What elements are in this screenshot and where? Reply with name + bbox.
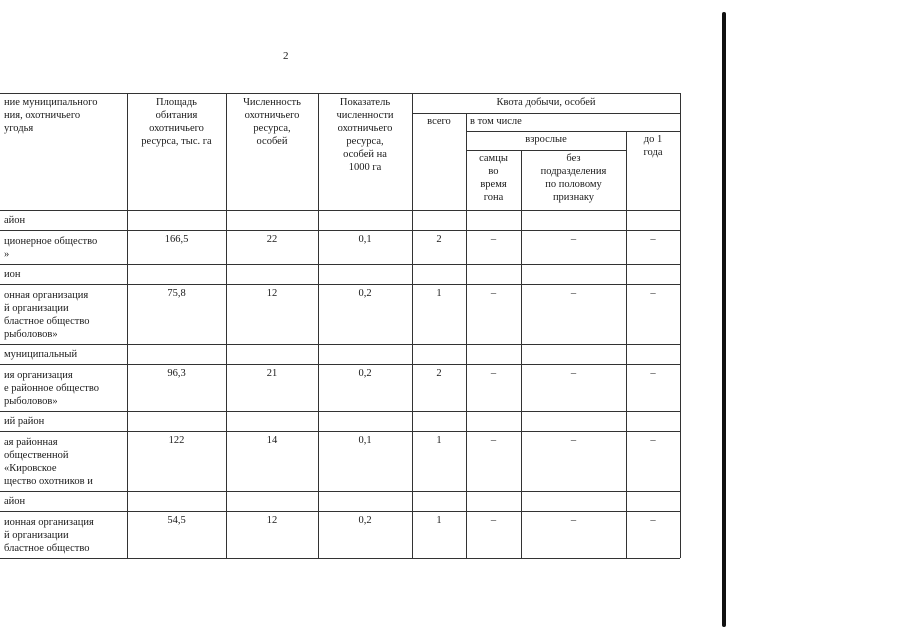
- column-divider: [521, 230, 522, 264]
- organization-name-cell: й организации: [4, 303, 69, 314]
- cell-undivided: –: [570, 288, 577, 299]
- column-divider: [680, 431, 681, 491]
- section-row-label: ион: [4, 269, 21, 280]
- column-divider: [466, 431, 467, 491]
- cell-under1: –: [650, 435, 656, 446]
- organization-name-cell: онная организация: [4, 290, 89, 301]
- organization-name-cell: е районное общество: [4, 383, 99, 394]
- column-divider: [127, 284, 128, 344]
- section-row-label: муниципальный: [4, 349, 78, 360]
- column-divider: [680, 364, 681, 411]
- column-divider: [412, 431, 413, 491]
- header-count-label: особей: [256, 136, 288, 147]
- column-divider: [318, 210, 319, 230]
- cell-count: 14: [266, 435, 278, 446]
- column-divider: [680, 210, 681, 230]
- column-divider: [626, 284, 627, 344]
- header-column-divider: [318, 93, 319, 210]
- header-males-label: самцы: [479, 153, 508, 164]
- header-undivided-label: по половому: [545, 179, 602, 190]
- cell-index: 0,2: [358, 288, 372, 299]
- header-column-divider: [466, 113, 467, 210]
- organization-name-cell: ционерное общество: [4, 236, 98, 247]
- column-divider: [680, 284, 681, 344]
- column-divider: [226, 284, 227, 344]
- organization-name-cell: ая районная: [4, 437, 58, 448]
- column-divider: [127, 411, 128, 431]
- row-border: [0, 558, 680, 559]
- header-index-label: охотничьего: [337, 123, 393, 134]
- column-divider: [521, 411, 522, 431]
- column-divider: [680, 491, 681, 511]
- section-row-label: айон: [4, 215, 26, 226]
- column-divider: [318, 511, 319, 558]
- column-divider: [521, 264, 522, 284]
- column-divider: [680, 264, 681, 284]
- cell-count: 12: [266, 288, 278, 299]
- column-divider: [226, 264, 227, 284]
- header-quota-label: Квота добычи, особей: [496, 97, 596, 108]
- column-divider: [127, 264, 128, 284]
- cell-males: –: [490, 368, 497, 379]
- column-divider: [680, 230, 681, 264]
- column-divider: [466, 210, 467, 230]
- section-row-label: айон: [4, 496, 26, 507]
- cell-count: 22: [266, 234, 278, 245]
- column-divider: [127, 431, 128, 491]
- section-row-label: ий район: [4, 416, 45, 427]
- header-index-label: особей на: [343, 149, 387, 160]
- header-index-label: Показатель: [339, 97, 391, 108]
- column-divider: [226, 431, 227, 491]
- column-divider: [626, 511, 627, 558]
- column-divider: [521, 364, 522, 411]
- row-border: [0, 284, 680, 285]
- column-divider: [466, 511, 467, 558]
- column-divider: [318, 431, 319, 491]
- row-border: [0, 264, 680, 265]
- row-border: [0, 344, 680, 345]
- column-divider: [626, 230, 627, 264]
- header-column-divider: [521, 150, 522, 210]
- column-divider: [521, 210, 522, 230]
- column-divider: [626, 431, 627, 491]
- column-divider: [412, 364, 413, 411]
- cell-index: 0,1: [358, 435, 372, 446]
- cell-index: 0,2: [358, 515, 372, 526]
- header-divider: [466, 131, 680, 132]
- header-divider: [412, 113, 680, 114]
- header-index-label: 1000 га: [348, 162, 382, 173]
- column-divider: [318, 411, 319, 431]
- cell-males: –: [490, 435, 497, 446]
- organization-name-cell: ия организация: [4, 370, 73, 381]
- column-divider: [466, 344, 467, 364]
- cell-males: –: [490, 288, 497, 299]
- header-area-label: ресурса, тыс. га: [141, 136, 212, 147]
- organization-name-cell: общественной: [4, 450, 69, 461]
- header-under1-label: до 1: [643, 134, 663, 145]
- row-border: [0, 364, 680, 365]
- header-males-label: время: [480, 179, 507, 190]
- header-column-divider: [626, 131, 627, 210]
- column-divider: [680, 511, 681, 558]
- organization-name-cell: щество охотников и: [4, 476, 93, 487]
- column-divider: [466, 284, 467, 344]
- organization-name-cell: бластное общество: [4, 543, 90, 554]
- column-divider: [412, 491, 413, 511]
- column-divider: [412, 344, 413, 364]
- column-divider: [226, 230, 227, 264]
- column-divider: [466, 364, 467, 411]
- column-divider: [226, 364, 227, 411]
- header-undivided-label: без: [566, 153, 581, 164]
- cell-males: –: [490, 515, 497, 526]
- cell-undivided: –: [570, 515, 577, 526]
- column-divider: [626, 344, 627, 364]
- column-divider: [412, 264, 413, 284]
- column-divider: [412, 210, 413, 230]
- organization-name-cell: й организации: [4, 530, 69, 541]
- column-divider: [466, 230, 467, 264]
- cell-area: 166,5: [164, 234, 189, 245]
- header-males-label: гона: [483, 192, 504, 203]
- column-divider: [127, 230, 128, 264]
- cell-under1: –: [650, 515, 656, 526]
- cell-total: 1: [436, 515, 442, 526]
- column-divider: [521, 344, 522, 364]
- column-divider: [412, 284, 413, 344]
- cell-total: 1: [436, 288, 442, 299]
- header-name-label: ния, охотничьего: [4, 110, 81, 121]
- cell-males: –: [490, 234, 497, 245]
- column-divider: [127, 511, 128, 558]
- row-border: [0, 511, 680, 512]
- column-divider: [127, 491, 128, 511]
- column-divider: [626, 264, 627, 284]
- header-adults-label: взрослые: [525, 134, 567, 145]
- header-column-divider: [226, 93, 227, 210]
- cell-area: 75,8: [167, 288, 186, 299]
- header-divider: [466, 150, 626, 151]
- header-index-label: ресурса,: [346, 136, 384, 147]
- cell-undivided: –: [570, 234, 577, 245]
- cell-area: 122: [168, 435, 185, 446]
- cell-undivided: –: [570, 368, 577, 379]
- column-divider: [226, 511, 227, 558]
- column-divider: [127, 344, 128, 364]
- header-undivided-label: признаку: [552, 192, 595, 203]
- cell-undivided: –: [570, 435, 577, 446]
- column-divider: [626, 491, 627, 511]
- row-border: [0, 230, 680, 231]
- column-divider: [680, 344, 681, 364]
- cell-count: 21: [266, 368, 278, 379]
- cell-index: 0,1: [358, 234, 372, 245]
- column-divider: [626, 210, 627, 230]
- column-divider: [127, 210, 128, 230]
- organization-name-cell: «Кировское: [4, 463, 57, 474]
- cell-under1: –: [650, 368, 656, 379]
- cell-area: 96,3: [167, 368, 186, 379]
- column-divider: [521, 491, 522, 511]
- cell-index: 0,2: [358, 368, 372, 379]
- page-number: 2: [283, 50, 289, 62]
- header-total-label: всего: [427, 116, 451, 127]
- organization-name-cell: рыболовов»: [4, 396, 58, 407]
- column-divider: [521, 511, 522, 558]
- column-divider: [626, 364, 627, 411]
- column-divider: [466, 491, 467, 511]
- column-divider: [318, 284, 319, 344]
- header-including-label: в том числе: [470, 116, 522, 127]
- cell-total: 1: [436, 435, 442, 446]
- header-undivided-label: подразделения: [540, 166, 607, 177]
- column-divider: [466, 411, 467, 431]
- organization-name-cell: ионная организация: [4, 517, 94, 528]
- cell-count: 12: [266, 515, 278, 526]
- header-area-label: охотничьего: [149, 123, 204, 134]
- header-count-label: охотничьего: [244, 110, 300, 121]
- header-males-label: во: [488, 166, 499, 177]
- header-column-divider: [680, 93, 681, 210]
- header-count-label: Численность: [243, 97, 301, 108]
- header-area-label: Площадь: [156, 97, 197, 108]
- header-name-label: угодья: [4, 123, 34, 134]
- column-divider: [680, 411, 681, 431]
- column-divider: [521, 284, 522, 344]
- column-divider: [521, 431, 522, 491]
- header-index-label: численности: [336, 110, 394, 121]
- column-divider: [412, 411, 413, 431]
- cell-area: 54,5: [167, 515, 186, 526]
- column-divider: [466, 264, 467, 284]
- row-border: [0, 491, 680, 492]
- organization-name-cell: рыболовов»: [4, 329, 58, 340]
- header-count-label: ресурса,: [253, 123, 291, 134]
- column-divider: [318, 364, 319, 411]
- cell-total: 2: [436, 234, 442, 245]
- column-divider: [318, 344, 319, 364]
- table-top-border: [0, 93, 680, 94]
- cell-total: 2: [436, 368, 442, 379]
- column-divider: [226, 210, 227, 230]
- column-divider: [318, 491, 319, 511]
- column-divider: [412, 230, 413, 264]
- row-border: [0, 411, 680, 412]
- header-under1-label: года: [643, 147, 663, 158]
- column-divider: [226, 491, 227, 511]
- column-divider: [226, 344, 227, 364]
- header-area-label: обитания: [155, 110, 198, 121]
- column-divider: [226, 411, 227, 431]
- row-border: [0, 431, 680, 432]
- cell-under1: –: [650, 234, 656, 245]
- organization-name-cell: бластное общество: [4, 316, 90, 327]
- organization-name-cell: »: [4, 249, 10, 260]
- header-column-divider: [127, 93, 128, 210]
- cell-under1: –: [650, 288, 656, 299]
- column-divider: [318, 264, 319, 284]
- column-divider: [318, 230, 319, 264]
- header-bottom-border: [0, 210, 680, 211]
- column-divider: [127, 364, 128, 411]
- header-column-divider: [412, 93, 413, 210]
- column-divider: [412, 511, 413, 558]
- header-name-label: ние муниципального: [4, 97, 98, 108]
- column-divider: [626, 411, 627, 431]
